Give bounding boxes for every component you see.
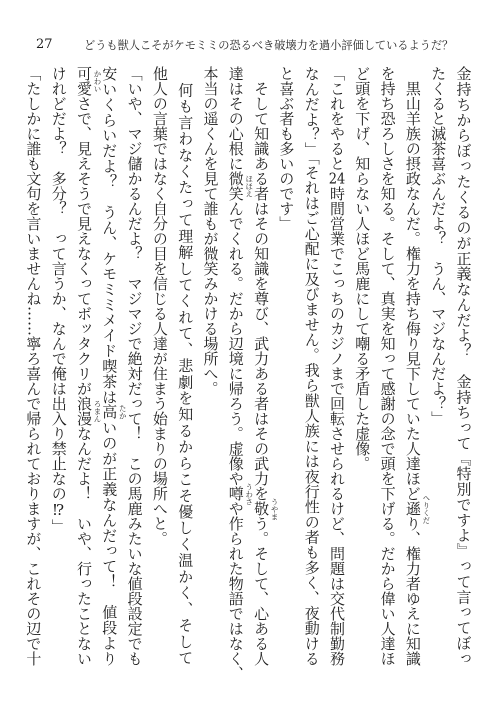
- text-run: り、権力者ゆえに知識: [403, 516, 422, 666]
- text-line: [303, 66, 321, 666]
- text-run: なんだよ！ いや、行ったことない: [75, 426, 93, 666]
- text-line: [126, 66, 144, 666]
- ruby: [252, 497, 280, 520]
- text-line: [403, 66, 431, 666]
- text-line: [176, 66, 194, 666]
- text-column: [400, 66, 431, 686]
- text-run: と喜ぶ者も多いのです」: [277, 66, 296, 231]
- ruby: [75, 66, 102, 96]
- ruby-text: うわさ: [244, 482, 254, 505]
- text-column: [324, 66, 349, 686]
- text-column: [451, 66, 476, 686]
- text-column: [273, 66, 298, 686]
- ruby-base: 高: [100, 404, 119, 420]
- text-run: そして知識ある者はその知識を尊び、武力ある者はその武力を: [252, 66, 271, 501]
- text-column: [122, 66, 147, 686]
- text-line: [100, 66, 128, 667]
- ruby-base: 浪漫: [75, 396, 93, 426]
- tate-chu-yoko: 24: [328, 171, 346, 186]
- page-number: 27: [36, 37, 53, 52]
- text-column: [425, 66, 450, 686]
- ruby: [403, 493, 431, 524]
- text-column: [248, 66, 280, 686]
- text-column: [299, 66, 324, 686]
- text-column: [147, 66, 172, 686]
- text-column: [349, 66, 374, 686]
- ruby-base: 可愛: [75, 66, 93, 96]
- text-column: [71, 66, 102, 686]
- text-line: [202, 66, 220, 396]
- text-run: いのが正義なんだって！ 値段より: [100, 419, 119, 667]
- text-line: [75, 66, 102, 666]
- text-run: んでくれる。だから辺境に帰ろう。虚像や: [226, 201, 245, 486]
- text-run: 安いくらいだよ？ うん、ケモミミメイド喫茶は: [100, 66, 119, 405]
- text-line: [379, 66, 397, 666]
- text-line: [328, 66, 346, 666]
- text-run: 他人の言葉ではなく自分の目を信じる人達が住まう始まりの場所へと。: [150, 66, 169, 546]
- text-line: [50, 66, 68, 534]
- ruby: [226, 171, 254, 201]
- ruby-text: ほほえ: [244, 174, 254, 198]
- ruby: [226, 482, 254, 505]
- text-line: [226, 66, 254, 681]
- ruby-base: 噂: [226, 486, 245, 501]
- text-run: う。そして、心ある人: [252, 516, 271, 666]
- text-line: [277, 66, 295, 231]
- text-run: 「これをやると: [328, 66, 346, 171]
- text-run: 本当の遥くんを見て誰もが微笑みかける場所へ。: [201, 66, 220, 396]
- text-run: 時間営業でこっちのカジノまで回転させられるけど、問題は交代制勤務: [328, 186, 346, 666]
- text-run: や作られた物語ではなく、: [226, 501, 245, 681]
- text-column: [20, 66, 45, 686]
- text-line: [151, 66, 169, 546]
- text-column: [96, 66, 128, 686]
- text-column: [223, 66, 254, 686]
- text-run: けれどだよ？ 多分？ って言うか、なんで俺は出入り禁止なの⁉」: [49, 66, 68, 534]
- text-run: なんだよ？」「それはご心配に及びません。我ら獣人族には夜行性の者も多く、夜動ける: [302, 66, 321, 667]
- ruby-text: へりくだ: [421, 493, 431, 524]
- text-line: [455, 66, 473, 666]
- text-run: 金持ちからぼったくるのが正義なんだよ？ 金持ちって『特別ですよ』って言ってぼっ: [454, 66, 473, 667]
- text-line: [353, 66, 371, 471]
- text-run: 「たしかに誰も文句を言いませんね……寧ろ喜んで帰られておりますが、これその辺で十: [24, 66, 43, 666]
- ruby-base: 微笑: [226, 171, 245, 201]
- ruby-base: 遜: [403, 501, 422, 516]
- text-run: さで、見えそうで見えなくってボッタクリが: [75, 96, 93, 396]
- text-line: [252, 66, 280, 666]
- text-column: [375, 66, 400, 686]
- text-line: [24, 66, 42, 666]
- text-column: [46, 66, 71, 686]
- running-title: どうも獣人こそがケモミミの恐るべき破壊力を過小評価しているようだ？: [84, 39, 454, 52]
- ruby: [100, 404, 128, 420]
- text-run: 何も言わなくたって理解してくれて、悲劇を知るからこそ優しく温かく、そして: [176, 66, 195, 666]
- text-run: 「いや、マジ儲かるんだよ？ マジマジで絶対だって！ この馬鹿みたいな値段設定でも: [125, 66, 144, 666]
- text-column: [172, 66, 197, 686]
- text-run: を持ち恐ろしさを知る。そして、真実を知って感謝の念で頭を下げる。だから偉い人達ほ: [378, 66, 397, 666]
- ruby: [75, 396, 102, 426]
- ruby-text: ろまん: [93, 399, 102, 423]
- text-run: ど頭を下げ、知らない人ほど馬鹿にして嘲る矛盾した虚像。: [353, 66, 372, 471]
- text-run: 達はその心根に: [226, 66, 245, 171]
- text-run: たくると滅茶喜ぶんだよ？ うん、マジなんだよ？」: [429, 66, 448, 426]
- ruby-text: うやま: [270, 497, 280, 520]
- text-column: [198, 66, 223, 686]
- text-line: [429, 66, 447, 426]
- ruby-base: 敬: [252, 501, 271, 516]
- ruby-text: たか: [118, 404, 128, 420]
- text-run: 黒山羊族の摂政なんだ。権力を持ち侮り見下していた人達ほど: [403, 66, 422, 501]
- ruby-text: かわい: [93, 69, 102, 93]
